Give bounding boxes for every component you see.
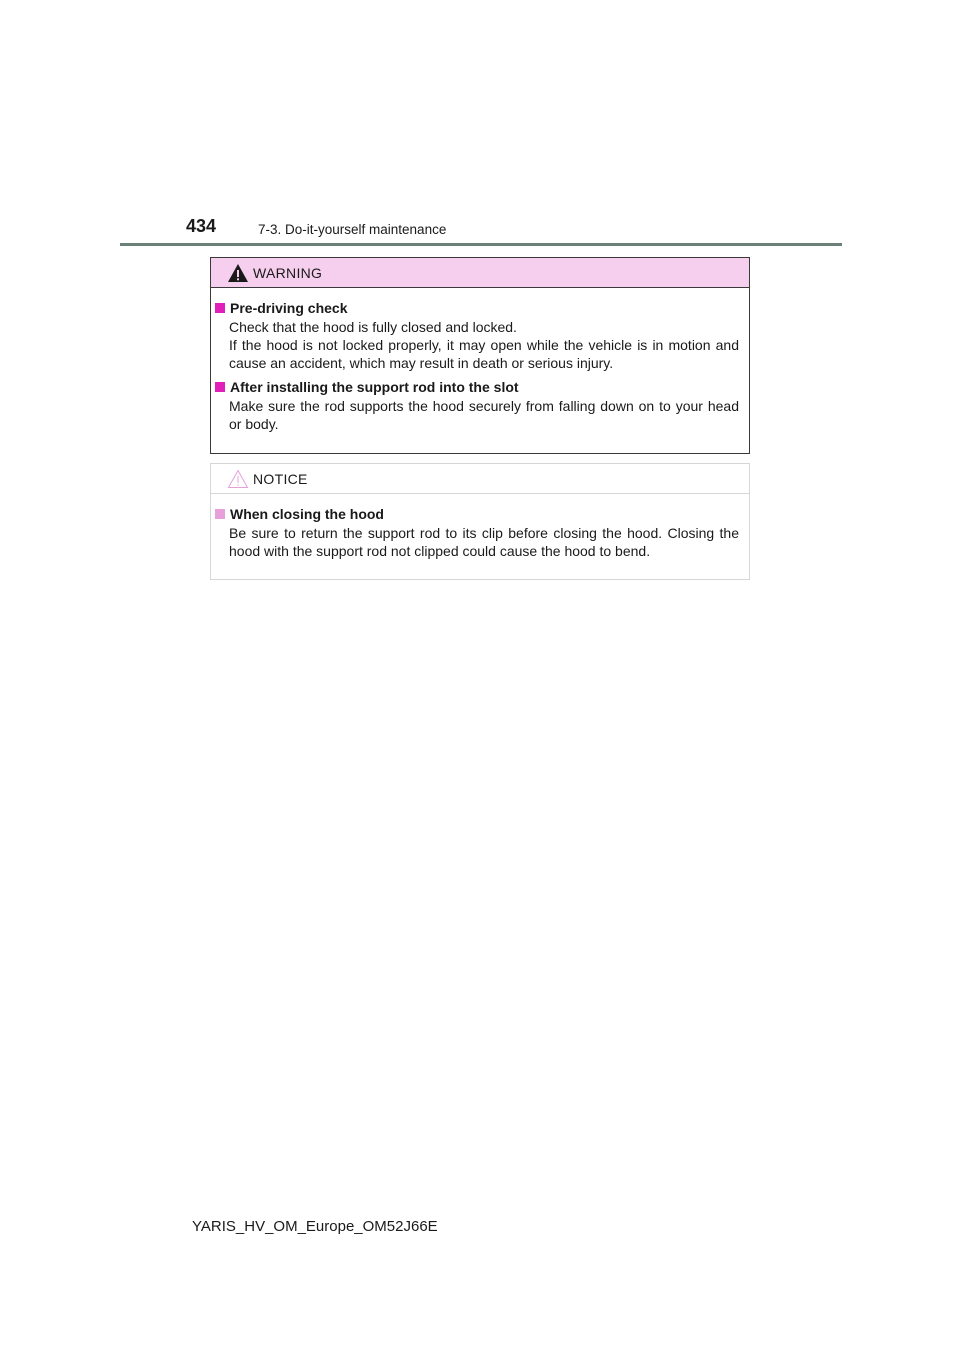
- notice-header: [211, 464, 749, 494]
- item-text: Check that the hood is fully closed and locked.: [229, 319, 517, 335]
- item-title: When closing the hood: [230, 506, 384, 522]
- warning-item-pre-driving-check: [215, 299, 739, 372]
- warning-item-support-rod: [215, 378, 739, 433]
- section-title: 7-3. Do-it-yourself maintenance: [258, 222, 447, 237]
- warning-triangle-icon: [227, 263, 249, 283]
- item-text: Be sure to return the support rod to its clip before closing the hood. Closing the hood with the support rod not clipped could cause the hood to bend.: [229, 525, 739, 559]
- item-text: If the hood is not locked properly, it may open while the vehicle is in motion and cause an accident, which may result in death or serious injury.: [229, 337, 739, 371]
- warning-header: [211, 258, 749, 288]
- warning-label: WARNING: [253, 265, 323, 281]
- notice-box: [210, 463, 750, 580]
- warning-box: [210, 257, 750, 454]
- footer-doc-code: YARIS_HV_OM_Europe_OM52J66E: [192, 1218, 438, 1235]
- bullet-square-icon: [215, 303, 225, 313]
- bullet-square-icon: [215, 382, 225, 392]
- notice-triangle-icon: [227, 469, 249, 489]
- header-rule: [120, 243, 842, 246]
- warning-body: [211, 288, 749, 433]
- item-title: After installing the support rod into the slot: [230, 379, 519, 395]
- bullet-square-icon: [215, 509, 225, 519]
- item-text: Make sure the rod supports the hood securely from falling down on to your head or body.: [229, 398, 739, 432]
- page-header: [120, 214, 842, 246]
- notice-label: NOTICE: [253, 471, 308, 487]
- notice-item-closing-hood: [215, 505, 739, 560]
- notice-body: [211, 494, 749, 560]
- page-number: 434: [186, 216, 217, 236]
- item-title: Pre-driving check: [230, 300, 348, 316]
